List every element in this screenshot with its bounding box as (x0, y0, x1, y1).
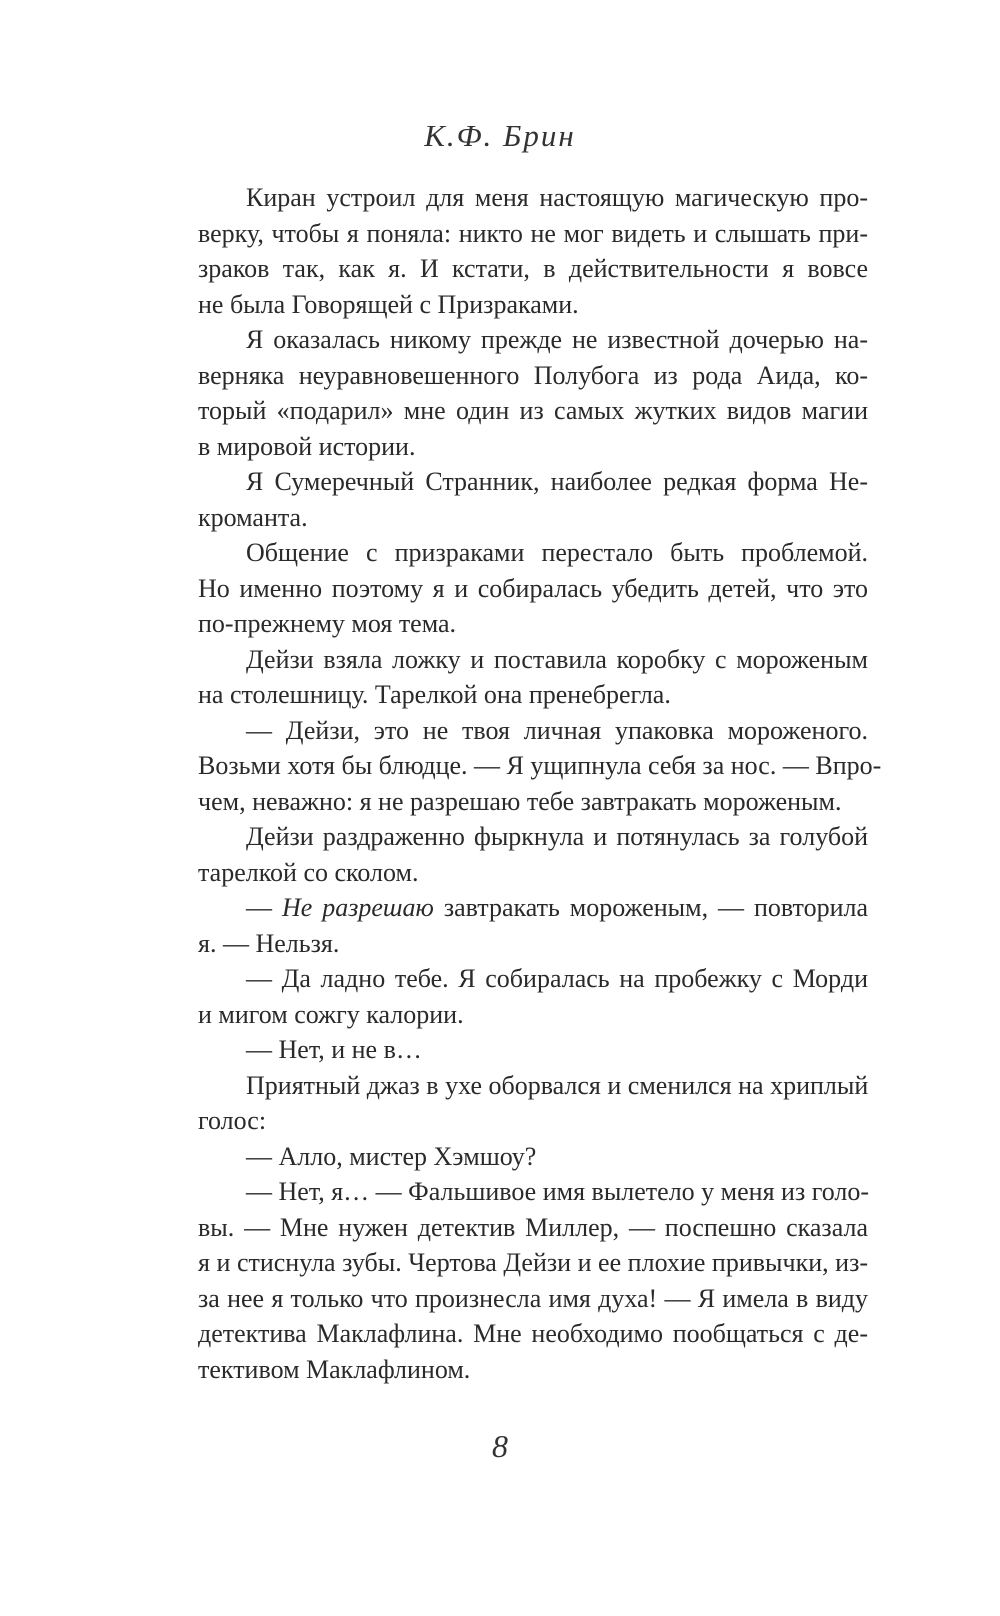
text-line: верку, чтобы я поняла: никто не мог видеть и слышать при- (198, 218, 868, 248)
paragraph (150, 180, 868, 322)
paragraph (150, 890, 868, 961)
text-line: я. — Нельзя. (198, 928, 340, 958)
text-line: чем, неважно: я не разрешаю тебе завтракать мороженым. (198, 786, 842, 816)
text-line: Киран устроил для меня настоящую магическую про- (246, 183, 868, 212)
paragraph (150, 322, 868, 464)
body-text (150, 180, 882, 1387)
text-line: Общение с призраками перестало быть проблемой. (246, 538, 868, 567)
text-line: Дейзи взяла ложку и поставила коробку с мороженым (246, 644, 868, 674)
text-fragment: завтракать мороженым, — повторила (433, 893, 869, 922)
text-line: — Нет, и не в… (246, 1035, 422, 1064)
text-line: верняка неуравновешенного Полубога из рода Аида, ко- (198, 360, 868, 390)
paragraph (150, 642, 868, 713)
page-number: 8 (492, 1428, 508, 1464)
text-line: Но именно поэтому я и собиралась убедить детей, что это (198, 573, 868, 603)
paragraph (150, 1174, 868, 1387)
text-line: по-прежнему моя тема. (198, 609, 457, 638)
dialogue-dash: — (246, 893, 282, 922)
text-line: за нее я только что произнесла имя духа! — Я имела в виду (198, 1283, 868, 1313)
text-line: голос: (198, 1106, 267, 1135)
text-line: Я Сумеречный Странник, наиболее редкая форма Не- (246, 467, 868, 496)
text-line: — Дейзи, это не твоя личная упаковка мороженого. (246, 715, 868, 745)
running-head: К.Ф. Брин (424, 118, 576, 153)
text-line: я и стиснула зубы. Чертова Дейзи и ее плохие привычки, из- (198, 1248, 868, 1277)
text-line: тарелкой со сколом. (198, 857, 419, 887)
paragraph (150, 713, 882, 820)
text-line: торый «подарил» мне один из самых жутких видов магии (198, 396, 868, 425)
text-line: вы. — Мне нужен детектив Миллер, — поспешно сказала (198, 1212, 868, 1242)
paragraph (150, 1139, 868, 1175)
paragraph (150, 1068, 868, 1139)
paragraph (150, 464, 868, 535)
text-line: не была Говорящей с Призраками. (198, 289, 579, 319)
paragraph (150, 819, 868, 890)
text-line: в мировой истории. (198, 431, 416, 461)
text-line: — Да ладно тебе. Я собиралась на пробежку с Морди (246, 964, 868, 993)
text-line: — Нет, я… — Фальшивое имя вылетело у меня из голо- (246, 1177, 870, 1206)
text-line (150, 890, 868, 926)
text-line: детектива Маклафлина. Мне необходимо пообщаться с де- (198, 1319, 868, 1348)
text-line: Приятный джаз в ухе оборвался и сменился на хриплый (246, 1070, 869, 1100)
paragraph (150, 1032, 868, 1068)
text-line: зраков так, как я. И кстати, в действительности я вовсе (198, 254, 868, 283)
paragraph (150, 535, 868, 642)
text-line: — Алло, мистер Хэмшоу? (246, 1141, 537, 1171)
text-line: на столешницу. Тарелкой она пренебрегла. (198, 680, 671, 709)
text-line: Я оказалась никому прежде не известной дочерью на- (246, 325, 868, 354)
text-line: Дейзи раздраженно фыркнула и потянулась за голубой (246, 822, 868, 851)
text-line: Возьми хотя бы блюдце. — Я ущипнула себя за нос. — Впро- (198, 751, 882, 780)
text-line: кроманта. (198, 502, 308, 532)
text-line: тективом Маклафлином. (198, 1354, 471, 1384)
text-line: и мигом сожгу калории. (198, 999, 464, 1029)
emphasis-text: Не разрешаю (281, 893, 434, 922)
paragraph (150, 961, 868, 1032)
